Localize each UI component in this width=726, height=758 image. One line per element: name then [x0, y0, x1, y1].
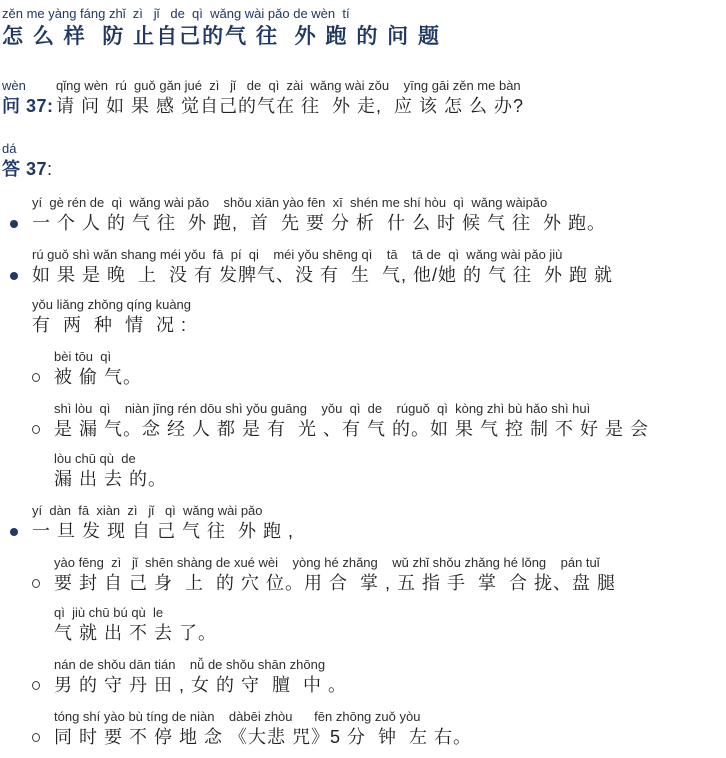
- pinyin-text: yǒu liǎng zhǒng qíng kuàng: [32, 297, 192, 312]
- hanzi-text: 被 偷 气。: [54, 367, 143, 387]
- marker-column: [30, 348, 54, 398]
- marker-column: [30, 708, 54, 758]
- question-pinyin-label: wèn: [2, 78, 26, 93]
- hanzi-text: 一 个 人 的 气 往 外 跑, 首 先 要 分 析 什 么 时 候 气 往 外 跑。: [32, 213, 607, 233]
- pinyin-text: yào fēng zì jǐ shēn shàng de xué wèi yòng hé zhǎng wǔ zhǐ shǒu zhǎng hé lǒng pán tuǐ: [54, 555, 600, 570]
- text-line: [32, 246, 726, 288]
- pinyin-text: tóng shí yào bù tíng de niàn dàbēi zhòu fēn zhōng zuǒ yòu: [54, 709, 421, 724]
- bullet-disc-icon: [10, 272, 18, 280]
- question-hanzi-text: 请 问 如 果 感 觉自己的气在 往 外 走, 应 该 怎 么 办?: [56, 96, 525, 116]
- title-pinyin: zěn me yàng fáng zhǐ zì jǐ de qì wǎng wài pǎo de wèn tí: [2, 6, 350, 21]
- text-line: [54, 450, 726, 492]
- text-line: [54, 348, 726, 390]
- pinyin-text: lòu chū qù de: [54, 451, 136, 466]
- bullet-circle-icon: [32, 373, 40, 382]
- pinyin-text: yí dàn fā xiàn zì jǐ qì wǎng wài pǎo: [32, 503, 263, 518]
- bullet-disc-icon: [10, 220, 18, 228]
- answer-block: [2, 140, 726, 182]
- sub-bullet-item: [2, 554, 726, 654]
- bullet-circle-icon: [32, 425, 40, 434]
- question-pinyin-row: [2, 77, 726, 94]
- answer-pinyin-label: [2, 140, 726, 157]
- question-block: [2, 77, 726, 119]
- item-content: [54, 348, 726, 398]
- marker-column: [2, 246, 32, 346]
- text-line: [32, 296, 726, 338]
- marker-column: [30, 656, 54, 706]
- text-line: [54, 708, 726, 750]
- answer-hanzi-row: [2, 157, 726, 182]
- bullet-item: [2, 194, 726, 244]
- item-content: [32, 246, 726, 346]
- sub-bullet-item: [2, 400, 726, 500]
- pinyin-text: bèi tōu qì: [54, 349, 112, 364]
- bullet-disc-icon: [10, 528, 18, 536]
- question-hanzi-row: [2, 94, 726, 119]
- marker-column: [2, 194, 32, 244]
- answer-number-label: 答 37: [2, 159, 48, 179]
- bullet-item: [2, 502, 726, 552]
- text-line: [54, 400, 726, 442]
- text-line: [32, 194, 726, 236]
- sub-bullet-item: [2, 708, 726, 758]
- hanzi-text: 漏 出 去 的。: [54, 469, 168, 489]
- hanzi-text: 气 就 出 不 去 了。: [54, 623, 218, 643]
- hanzi-text: 一 旦 发 现 自 己 气 往 外 跑 ,: [32, 521, 295, 541]
- page-title: [2, 5, 726, 51]
- bullet-circle-icon: [32, 681, 40, 690]
- text-line: [54, 554, 726, 596]
- item-content: [54, 708, 726, 758]
- question-pinyin-text: qǐng wèn rú guǒ gǎn jué zì jǐ de qì zài wǎng wài zǒu yīng gāi zěn me bàn: [56, 78, 521, 93]
- hanzi-text: 男 的 守 丹 田 , 女 的 守 膻 中 。: [54, 675, 348, 695]
- item-content: [32, 194, 726, 244]
- title-hanzi: 怎 么 样 防 止自己的气 往 外 跑 的 问 题: [2, 25, 442, 48]
- bullet-circle-icon: [32, 733, 40, 742]
- pinyin-text: yí gè rén de qì wǎng wài pǎo shǒu xiān yào fēn xī shén me shí hòu qì wǎng wàipǎo: [32, 195, 548, 210]
- marker-column: [30, 400, 54, 500]
- marker-column: [2, 502, 32, 552]
- text-line: [54, 604, 726, 646]
- hanzi-text: 是 漏 气。念 经 人 都 是 有 光 、有 气 的。如 果 气 控 制 不 好 是 会: [54, 419, 650, 439]
- item-content: [54, 656, 726, 706]
- pinyin-text: qì jiù chū bú qù le: [54, 605, 164, 620]
- pinyin-text: rú guǒ shì wǎn shang méi yǒu fā pí qi méi yǒu shēng qì tā tā de qì wǎng wài pǎo jiù: [32, 247, 563, 262]
- text-line: [32, 502, 726, 544]
- hanzi-text: 如 果 是 晚 上 没 有 发脾气、没 有 生 气, 他/她 的 气 往 外 跑 就: [32, 265, 614, 285]
- sub-bullet-item: [2, 348, 726, 398]
- bullet-item: [2, 246, 726, 346]
- answer-colon: :: [47, 159, 54, 179]
- hanzi-text: 要 封 自 己 身 上 的 穴 位。用 合 掌 , 五 指 手 掌 合 拢、盘 腿: [54, 573, 617, 593]
- question-number-label: 问 37:: [2, 96, 54, 116]
- pinyin-text: nán de shǒu dān tián nǚ de shǒu shān zhōng: [54, 657, 326, 672]
- sub-bullet-item: [2, 656, 726, 706]
- hanzi-text: 同 时 要 不 停 地 念 《大悲 咒》5 分 钟 左 右。: [54, 727, 473, 747]
- hanzi-text: 有 两 种 情 况 :: [32, 315, 188, 335]
- answer-pinyin-text: dá: [2, 141, 17, 156]
- item-content: [54, 400, 726, 500]
- bullet-circle-icon: [32, 579, 40, 588]
- item-content: [54, 554, 726, 654]
- item-content: [32, 502, 726, 552]
- marker-column: [30, 554, 54, 654]
- pinyin-text: shì lòu qì niàn jīng rén dōu shì yǒu guāng yǒu qì de rúguǒ qì kòng zhì bù hǎo shì huì: [54, 401, 591, 416]
- text-line: [54, 656, 726, 698]
